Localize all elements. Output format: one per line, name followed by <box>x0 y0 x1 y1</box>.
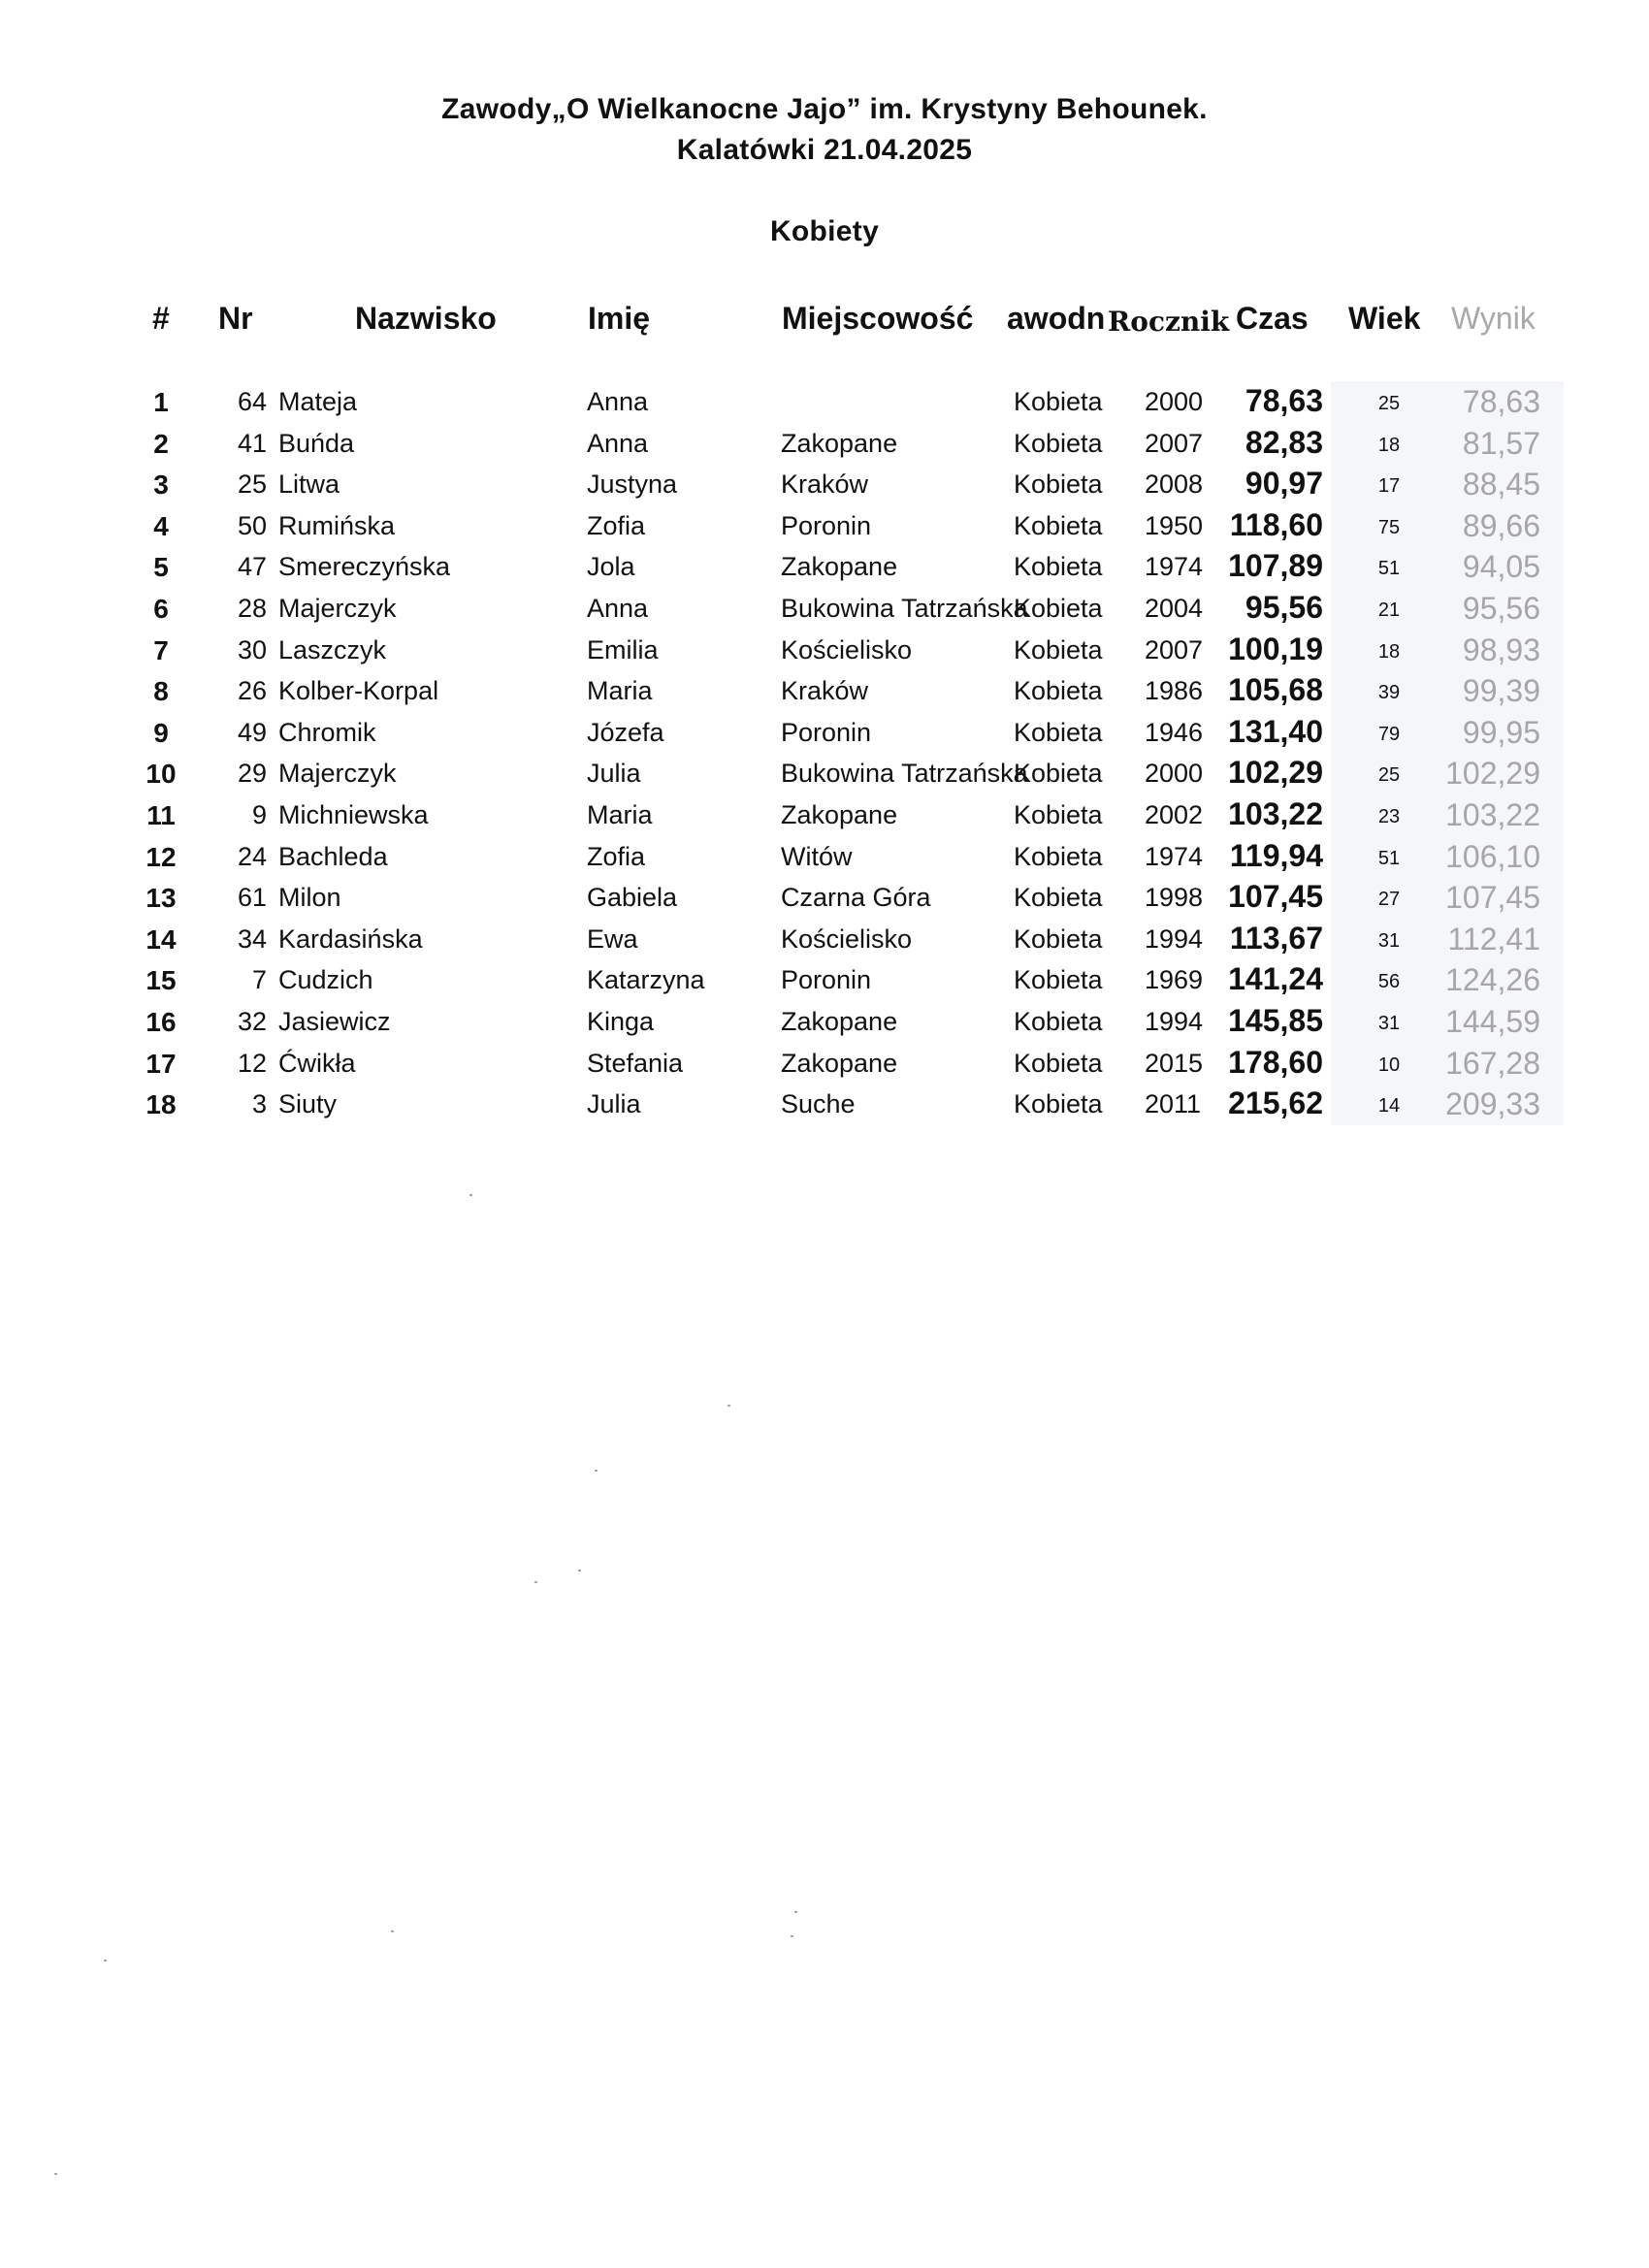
header-age: Wiek <box>1348 301 1421 336</box>
result-cell: 103,22 <box>1445 796 1540 832</box>
category-heading: Kobiety <box>769 215 880 247</box>
time-cell: 102,29 <box>1228 755 1323 791</box>
surname-cell: Bachleda <box>278 841 388 871</box>
first-name-cell: Katarzyna <box>587 965 705 995</box>
first-name-cell: Jola <box>587 552 635 582</box>
table-row <box>0 630 1603 671</box>
surname-cell: Milon <box>278 883 341 913</box>
result-cell: 209,33 <box>1445 1086 1540 1122</box>
first-name-cell: Kinga <box>587 1006 655 1036</box>
age-cell: 31 <box>1377 929 1401 952</box>
result-cell: 112,41 <box>1447 921 1540 956</box>
result-cell: 81,57 <box>1462 425 1540 461</box>
birth-year-cell: 2008 <box>1145 470 1204 500</box>
time-cell: 107,89 <box>1228 548 1323 584</box>
start-number-cell: 24 <box>237 841 267 871</box>
time-cell: 90,97 <box>1245 466 1323 502</box>
result-cell: 99,39 <box>1462 673 1540 709</box>
results-table <box>0 381 1603 1125</box>
birth-year-cell: 2002 <box>1145 799 1204 829</box>
start-number-cell: 30 <box>237 634 267 664</box>
birth-year-cell: 1994 <box>1145 1006 1204 1036</box>
town-cell: Poronin <box>781 510 872 540</box>
first-name-cell: Anna <box>587 428 649 458</box>
surname-cell: Litwa <box>278 470 340 500</box>
result-cell: 124,26 <box>1445 962 1540 998</box>
competitor-category-cell: Kobieta <box>1014 510 1103 540</box>
competitor-category-cell: Kobieta <box>1014 428 1103 458</box>
town-cell: Bukowina Tatrzańska <box>781 759 1028 789</box>
birth-year-cell: 2007 <box>1145 428 1204 458</box>
town-cell: Witów <box>781 841 853 871</box>
table-row <box>0 1043 1603 1085</box>
age-cell: 51 <box>1377 558 1401 580</box>
table-row <box>0 919 1603 960</box>
table-row <box>0 1001 1603 1043</box>
birth-year-cell: 1986 <box>1145 676 1204 706</box>
competitor-category-cell: Kobieta <box>1014 1089 1103 1119</box>
start-number-cell: 32 <box>237 1006 267 1036</box>
start-number-cell: 64 <box>237 387 267 416</box>
result-cell: 95,56 <box>1462 590 1540 626</box>
competitor-category-cell: Kobieta <box>1014 1048 1103 1078</box>
header-nr: Nr <box>218 301 253 336</box>
first-name-cell: Józefa <box>587 717 664 747</box>
birth-year-cell: 2011 <box>1145 1089 1202 1119</box>
table-row <box>0 836 1603 878</box>
birth-year-cell: 2004 <box>1145 593 1204 623</box>
rank-cell: 7 <box>153 634 169 665</box>
start-number-cell: 49 <box>237 717 267 747</box>
table-row <box>0 712 1603 754</box>
table-row <box>0 588 1603 630</box>
result-cell: 144,59 <box>1445 1003 1540 1039</box>
town-cell: Poronin <box>781 717 872 747</box>
age-cell: 51 <box>1377 847 1401 869</box>
surname-cell: Michniewska <box>278 799 429 829</box>
table-row <box>0 381 1603 423</box>
start-number-cell: 28 <box>237 593 267 623</box>
header-town: Miejscowość <box>782 301 974 336</box>
event-title: Zawody„O Wielkanocne Jajo” im. Krystyny Behounek. <box>441 93 1208 125</box>
time-cell: 178,60 <box>1228 1044 1323 1080</box>
time-cell: 105,68 <box>1228 672 1323 708</box>
competitor-category-cell: Kobieta <box>1014 965 1103 995</box>
surname-cell: Chromik <box>278 717 376 747</box>
table-row <box>0 1084 1603 1125</box>
competitor-category-cell: Kobieta <box>1014 634 1103 664</box>
surname-cell: Ćwikła <box>278 1048 356 1078</box>
time-cell: 145,85 <box>1228 1002 1323 1038</box>
town-cell: Czarna Góra <box>781 883 931 913</box>
table-row <box>0 546 1603 588</box>
competitor-category-cell: Kobieta <box>1014 1006 1103 1036</box>
surname-cell: Kardasińska <box>278 923 423 954</box>
time-cell: 131,40 <box>1228 713 1323 749</box>
age-cell: 18 <box>1377 434 1401 456</box>
rank-cell: 6 <box>153 593 169 624</box>
result-cell: 107,45 <box>1445 880 1540 916</box>
rank-cell: 15 <box>146 965 177 996</box>
time-cell: 141,24 <box>1228 961 1323 997</box>
rank-cell: 17 <box>146 1048 177 1079</box>
rank-cell: 16 <box>146 1006 177 1037</box>
first-name-cell: Maria <box>587 676 653 706</box>
start-number-cell: 61 <box>237 883 267 913</box>
age-cell: 14 <box>1377 1095 1401 1118</box>
time-cell: 82,83 <box>1245 424 1323 460</box>
age-cell: 79 <box>1377 723 1401 745</box>
time-cell: 215,62 <box>1228 1085 1323 1121</box>
age-cell: 39 <box>1377 682 1401 704</box>
birth-year-cell: 2015 <box>1145 1048 1204 1078</box>
start-number-cell: 7 <box>251 965 267 995</box>
competitor-category-cell: Kobieta <box>1014 717 1103 747</box>
result-cell: 98,93 <box>1462 632 1540 667</box>
table-row <box>0 505 1603 547</box>
first-name-cell: Stefania <box>587 1048 684 1078</box>
age-cell: 18 <box>1377 640 1401 663</box>
first-name-cell: Zofia <box>587 510 646 540</box>
rank-cell: 2 <box>153 428 169 459</box>
result-cell: 89,66 <box>1462 507 1540 543</box>
competitor-category-cell: Kobieta <box>1014 841 1103 871</box>
surname-cell: Jasiewicz <box>278 1006 391 1036</box>
rank-cell: 13 <box>146 883 177 914</box>
first-name-cell: Julia <box>587 759 641 789</box>
surname-cell: Kolber-Korpal <box>278 676 439 706</box>
competitor-category-cell: Kobieta <box>1014 387 1103 416</box>
rank-cell: 11 <box>146 799 176 830</box>
age-cell: 27 <box>1377 889 1401 911</box>
first-name-cell: Gabiela <box>587 883 678 913</box>
start-number-cell: 47 <box>237 552 267 582</box>
rank-cell: 10 <box>146 759 177 790</box>
age-cell: 25 <box>1377 764 1401 787</box>
age-cell: 25 <box>1377 393 1401 414</box>
birth-year-cell: 1969 <box>1145 965 1204 995</box>
rank-cell: 5 <box>153 552 169 583</box>
town-cell: Kościelisko <box>781 634 913 664</box>
table-row <box>0 423 1603 465</box>
birth-year-cell: 1974 <box>1145 552 1204 582</box>
table-row <box>0 670 1603 712</box>
age-cell: 23 <box>1377 805 1401 827</box>
surname-cell: Buńda <box>278 428 355 458</box>
competitor-category-cell: Kobieta <box>1014 470 1103 500</box>
birth-year-cell: 2007 <box>1145 634 1204 664</box>
competitor-category-cell: Kobieta <box>1014 593 1103 623</box>
first-name-cell: Zofia <box>587 841 646 871</box>
table-row <box>0 753 1603 794</box>
time-cell: 95,56 <box>1245 589 1323 625</box>
town-cell: Zakopane <box>781 799 898 829</box>
time-cell: 78,63 <box>1245 383 1323 418</box>
rank-cell: 9 <box>153 717 169 748</box>
header-result: Wynik <box>1451 301 1536 336</box>
start-number-cell: 3 <box>251 1089 267 1119</box>
surname-cell: Siuty <box>278 1089 338 1119</box>
header-name: Imię <box>588 301 651 336</box>
rank-cell: 18 <box>146 1089 177 1120</box>
surname-cell: Majerczyk <box>278 759 397 789</box>
birth-year-cell: 2000 <box>1145 759 1204 789</box>
town-cell: Poronin <box>781 965 872 995</box>
start-number-cell: 12 <box>237 1048 267 1078</box>
town-cell: Zakopane <box>781 552 898 582</box>
surname-cell: Mateja <box>278 387 358 416</box>
table-row <box>0 464 1603 505</box>
town-cell: Kościelisko <box>781 923 913 954</box>
town-cell: Zakopane <box>781 1006 898 1036</box>
town-cell: Zakopane <box>781 428 898 458</box>
first-name-cell: Maria <box>587 799 653 829</box>
competitor-category-cell: Kobieta <box>1014 799 1103 829</box>
header-rank: # <box>152 301 170 336</box>
rank-cell: 1 <box>153 387 169 417</box>
time-cell: 103,22 <box>1228 795 1323 831</box>
age-cell: 56 <box>1377 971 1401 993</box>
result-cell: 94,05 <box>1462 549 1540 585</box>
header-year: Rocznik <box>1108 306 1230 338</box>
rank-cell: 3 <box>153 470 169 501</box>
competitor-category-cell: Kobieta <box>1014 759 1103 789</box>
start-number-cell: 29 <box>237 759 267 789</box>
start-number-cell: 9 <box>251 799 267 829</box>
time-cell: 113,67 <box>1229 920 1323 956</box>
surname-cell: Cudzich <box>278 965 373 995</box>
table-row <box>0 877 1603 919</box>
rank-cell: 8 <box>153 676 169 707</box>
result-cell: 88,45 <box>1462 467 1540 502</box>
first-name-cell: Anna <box>587 387 649 416</box>
town-cell: Zakopane <box>781 1048 898 1078</box>
time-cell: 100,19 <box>1228 631 1323 666</box>
result-cell: 167,28 <box>1445 1045 1540 1081</box>
competitor-category-cell: Kobieta <box>1014 676 1103 706</box>
age-cell: 10 <box>1377 1053 1401 1076</box>
first-name-cell: Anna <box>587 593 649 623</box>
surname-cell: Smereczyńska <box>278 552 451 582</box>
birth-year-cell: 2000 <box>1145 387 1204 416</box>
town-cell: Suche <box>781 1089 856 1119</box>
header-time: Czas <box>1236 301 1309 336</box>
rank-cell: 4 <box>153 510 169 541</box>
town-cell: Kraków <box>781 470 869 500</box>
age-cell: 75 <box>1377 516 1401 538</box>
town-cell: Bukowina Tatrzańska <box>781 593 1028 623</box>
start-number-cell: 41 <box>237 428 267 458</box>
result-cell: 106,10 <box>1445 838 1540 874</box>
first-name-cell: Ewa <box>587 923 638 954</box>
birth-year-cell: 1946 <box>1145 717 1204 747</box>
header-surname: Nazwisko <box>355 301 497 336</box>
rank-cell: 12 <box>146 841 177 872</box>
time-cell: 107,45 <box>1228 879 1323 915</box>
start-number-cell: 25 <box>237 470 267 500</box>
result-cell: 99,95 <box>1462 714 1540 750</box>
town-cell: Kraków <box>781 676 869 706</box>
birth-year-cell: 1974 <box>1145 841 1204 871</box>
start-number-cell: 50 <box>237 510 267 540</box>
surname-cell: Majerczyk <box>278 593 397 623</box>
age-cell: 31 <box>1377 1012 1401 1034</box>
birth-year-cell: 1994 <box>1145 923 1204 954</box>
start-number-cell: 34 <box>237 923 267 954</box>
surname-cell: Laszczyk <box>278 634 387 664</box>
surname-cell: Rumińska <box>278 510 396 540</box>
first-name-cell: Emilia <box>587 634 659 664</box>
event-location-date: Kalatówki 21.04.2025 <box>676 134 973 166</box>
competitor-category-cell: Kobieta <box>1014 923 1103 954</box>
time-cell: 118,60 <box>1229 506 1323 542</box>
result-cell: 102,29 <box>1445 756 1540 792</box>
table-row <box>0 794 1603 836</box>
age-cell: 17 <box>1377 475 1401 498</box>
first-name-cell: Justyna <box>587 470 678 500</box>
start-number-cell: 26 <box>237 676 267 706</box>
result-cell: 78,63 <box>1462 384 1540 419</box>
age-cell: 21 <box>1377 599 1401 621</box>
rank-cell: 14 <box>146 923 177 955</box>
time-cell: 119,94 <box>1229 837 1323 873</box>
first-name-cell: Julia <box>587 1089 641 1119</box>
table-row <box>0 959 1603 1001</box>
birth-year-cell: 1998 <box>1145 883 1204 913</box>
birth-year-cell: 1950 <box>1145 510 1204 540</box>
header-competitor: awodn <box>1007 301 1106 336</box>
competitor-category-cell: Kobieta <box>1014 552 1103 582</box>
competitor-category-cell: Kobieta <box>1014 883 1103 913</box>
